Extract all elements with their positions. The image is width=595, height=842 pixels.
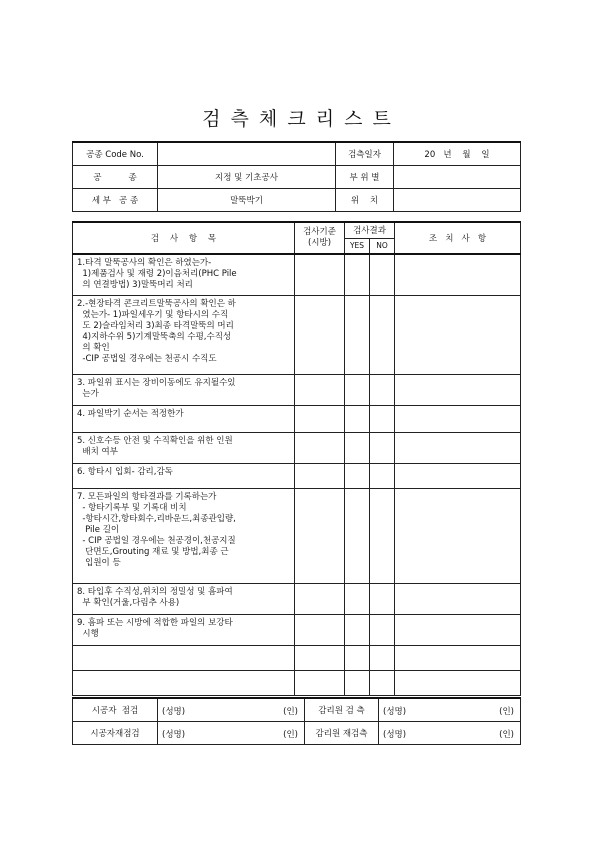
supervisor-label: 감리원 검 측	[305, 698, 379, 722]
checklist-item-line: - CIP 공법일 경우에는 천공경이,천공지질	[77, 536, 236, 546]
checklist-standard-cell[interactable]	[295, 433, 345, 464]
checklist-no-cell[interactable]	[370, 671, 395, 696]
contractor-recheck-name-text: (성명)	[162, 730, 186, 740]
checklist-standard-cell[interactable]	[295, 296, 345, 375]
header-yes: YES	[345, 238, 370, 254]
date-label: 검측일자	[336, 142, 394, 166]
checklist-item-line: 단면도,Grouting 재료 및 방법,최종 근	[77, 547, 229, 557]
info-row-code	[73, 142, 521, 166]
work-value-field[interactable]: 지정 및 기초공사	[158, 166, 336, 189]
checklist-yes-cell[interactable]	[345, 464, 370, 489]
checklist-item-line: -항타시간,항타회수,리바운드,최종관입량,	[77, 514, 236, 524]
checklist-item-line: Pile 길이	[77, 525, 120, 535]
checklist-no-cell[interactable]	[370, 375, 395, 406]
checklist-yes-cell[interactable]	[345, 584, 370, 615]
sign-table	[72, 697, 521, 745]
code-label: 공종 Code No.	[73, 142, 158, 166]
contractor-recheck-label: 시공자재점검	[73, 722, 158, 745]
checklist-item-line: 1)제품검사 및 재령 2)이음처리(PHC Pile	[77, 269, 237, 279]
checklist-row	[73, 646, 521, 671]
checklist-action-cell[interactable]	[395, 646, 521, 671]
checklist-yes-cell[interactable]	[345, 615, 370, 646]
contractor-label: 시공자 점검	[73, 698, 158, 722]
checklist-row	[73, 489, 521, 584]
checklist-standard-cell[interactable]	[295, 406, 345, 433]
page-title: 검 측 체 크 리 스 트	[202, 108, 393, 130]
checklist-body	[73, 254, 521, 696]
checklist-action-cell[interactable]	[395, 254, 521, 296]
checklist-item-line: 도 2)슬라임처리 3)최종 타격말뚝의 머리	[77, 321, 234, 331]
work-label: 공 종	[73, 166, 158, 189]
checklist-standard-cell[interactable]	[295, 615, 345, 646]
checklist-item-line: 4. 파일박기 순서는 적정한가	[77, 409, 184, 419]
checklist-item-line: 의 연결방법) 3)말뚝머리 처리	[77, 280, 193, 290]
header-no: NO	[370, 238, 395, 254]
checklist-item-line: 1.타격 말뚝공사의 확인은 하였는가-	[77, 258, 212, 268]
checklist-row	[73, 433, 521, 464]
checklist-action-cell[interactable]	[395, 615, 521, 646]
checklist-no-cell[interactable]	[370, 296, 395, 375]
checklist-item-line: 시행	[77, 629, 99, 639]
checklist-yes-cell[interactable]	[345, 406, 370, 433]
checklist-item-text	[73, 489, 295, 584]
checklist-no-cell[interactable]	[370, 615, 395, 646]
part-label: 부 위 별	[336, 166, 394, 189]
supervisor-name-text: (성명)	[383, 707, 407, 717]
part-value-field[interactable]	[394, 166, 521, 189]
checklist-item-text	[73, 254, 295, 296]
checklist-yes-cell[interactable]	[345, 646, 370, 671]
checklist-no-cell[interactable]	[370, 254, 395, 296]
checklist-action-cell[interactable]	[395, 375, 521, 406]
checklist-yes-cell[interactable]	[345, 375, 370, 406]
checklist-item-line: 5. 신호수등 안전 및 수직확인을 위한 인원	[77, 436, 233, 446]
checklist-item-line: 배치 여부	[77, 447, 118, 457]
checklist-yes-cell[interactable]	[345, 296, 370, 375]
header-standard	[295, 222, 345, 254]
checklist-yes-cell[interactable]	[345, 671, 370, 696]
checklist-row	[73, 615, 521, 646]
checklist-action-cell[interactable]	[395, 433, 521, 464]
checklist-row	[73, 254, 521, 296]
contractor-name-text: (성명)	[162, 707, 186, 717]
checklist-item-line: 7. 모든파일의 항타결과를 기록하는가	[77, 492, 217, 502]
checklist-standard-cell[interactable]	[295, 489, 345, 584]
checklist-row	[73, 464, 521, 489]
checklist-standard-cell[interactable]	[295, 671, 345, 696]
checklist-item-text	[73, 671, 295, 696]
checklist-standard-cell[interactable]	[295, 646, 345, 671]
checklist-item-text	[73, 464, 295, 489]
checklist-item-line: 9. 흠파 또는 시방에 적합한 파일의 보강타	[77, 618, 233, 628]
checklist-no-cell[interactable]	[370, 433, 395, 464]
checklist-standard-cell[interactable]	[295, 254, 345, 296]
supervisor-seal-text: (인)	[499, 707, 514, 717]
checklist-item-line: 였는가- 1)파일세우기 및 항타시의 수직	[77, 310, 229, 320]
header-standard-line2: (시방)	[307, 238, 332, 248]
checklist-no-cell[interactable]	[370, 584, 395, 615]
checklist-row	[73, 584, 521, 615]
checklist-item-text	[73, 615, 295, 646]
checklist-row	[73, 671, 521, 696]
checklist-item-line: 입원이 등	[77, 558, 121, 568]
info-table	[72, 141, 521, 212]
checklist-item-line: -CIP 공법일 경우에는 천공시 수직도	[77, 354, 217, 364]
checklist-action-cell[interactable]	[395, 296, 521, 375]
checklist-no-cell[interactable]	[370, 646, 395, 671]
detail-label: 세 부 공 종	[73, 189, 158, 212]
checklist-action-cell[interactable]	[395, 406, 521, 433]
checklist-action-cell[interactable]	[395, 671, 521, 696]
checklist-action-cell[interactable]	[395, 464, 521, 489]
contractor-seal-text: (인)	[283, 707, 298, 717]
checklist-yes-cell[interactable]	[345, 254, 370, 296]
checklist-yes-cell[interactable]	[345, 489, 370, 584]
checklist-item-line: 는가	[77, 389, 99, 399]
sign-row-2	[73, 722, 521, 745]
header-standard-line1: 검사기준	[303, 227, 336, 237]
checklist-item-line: 2.-현장타격 콘크리트말뚝공사의 확인은 하	[77, 299, 236, 309]
checklist-no-cell[interactable]	[370, 406, 395, 433]
checklist-item-text	[73, 375, 295, 406]
supervisor-recheck-sign-field[interactable]	[379, 722, 521, 745]
info-row-detail	[73, 189, 521, 212]
checklist-action-cell[interactable]	[395, 584, 521, 615]
sign-row-1	[73, 698, 521, 722]
detail-value-field[interactable]: 말뚝박기	[158, 189, 336, 212]
location-value-field[interactable]	[394, 189, 521, 212]
checklist-item-line: 의 확인	[77, 343, 110, 353]
checklist-item-line: 4)지하수위 5)기계말뚝축의 수평,수직성	[77, 332, 232, 342]
contractor-recheck-sign-field[interactable]	[158, 722, 305, 745]
contractor-sign-field[interactable]	[158, 698, 305, 722]
checklist-item-text	[73, 296, 295, 375]
header-action: 조 치 사 항	[395, 222, 521, 254]
checklist-row	[73, 375, 521, 406]
supervisor-recheck-seal-text: (인)	[499, 730, 514, 740]
checklist-item-line: 6. 항타시 입회- 감리,감독	[77, 467, 173, 477]
checklist-item-text	[73, 433, 295, 464]
checklist-item-line: - 항타기록부 및 기록대 비치	[77, 503, 187, 513]
info-row-work	[73, 166, 521, 189]
location-label: 위 치	[336, 189, 394, 212]
supervisor-sign-field[interactable]	[379, 698, 521, 722]
checklist-item-line: 3. 파일위 표시는 장비이동에도 유지될수있	[77, 378, 236, 388]
checklist-standard-cell[interactable]	[295, 584, 345, 615]
header-result: 검사결과	[345, 222, 395, 238]
checklist-item-line: 8. 타입후 수직성,위치의 정밀성 및 흠파여	[77, 587, 233, 597]
checklist-yes-cell[interactable]	[345, 433, 370, 464]
checklist-standard-cell[interactable]	[295, 375, 345, 406]
date-value-field[interactable]: 20 년 월 일	[394, 142, 521, 166]
checklist-header-row	[73, 222, 521, 238]
checklist-no-cell[interactable]	[370, 464, 395, 489]
code-value-field[interactable]	[158, 142, 336, 166]
checklist-row	[73, 406, 521, 433]
checklist-item-text	[73, 646, 295, 671]
checklist-no-cell[interactable]	[370, 489, 395, 584]
supervisor-recheck-name-text: (성명)	[383, 730, 407, 740]
checklist-row	[73, 296, 521, 375]
supervisor-recheck-label: 감리원 재검측	[305, 722, 379, 745]
header-item: 검 사 항 목	[73, 222, 295, 254]
checklist-standard-cell[interactable]	[295, 464, 345, 489]
checklist-item-line: 부 확인(거울,다림추 사용)	[77, 598, 180, 608]
checklist-item-text	[73, 584, 295, 615]
checklist-table	[72, 221, 521, 696]
checklist-item-text	[73, 406, 295, 433]
contractor-recheck-seal-text: (인)	[283, 730, 298, 740]
checklist-action-cell[interactable]	[395, 489, 521, 584]
